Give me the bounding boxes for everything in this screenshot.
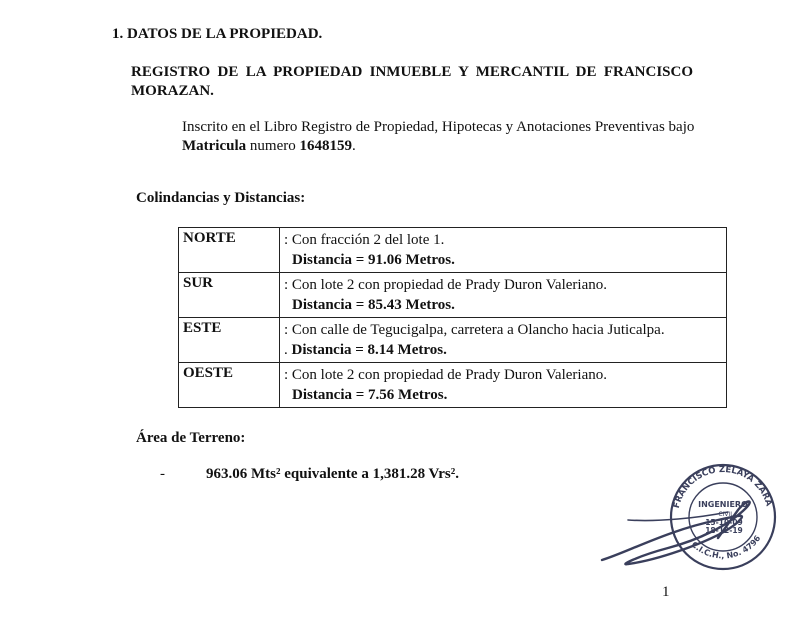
- svg-text:INGENIERO: INGENIERO: [698, 500, 748, 509]
- inscription-text-after: .: [351, 138, 356, 154]
- table-row: [179, 363, 727, 408]
- boundary-text: : Con lote 2 con propiedad de Prady Duron Valeriano.: [284, 367, 607, 383]
- svg-text:18-12-19: 18-12-19: [705, 526, 743, 535]
- direction-west: OESTE: [179, 363, 280, 408]
- boundary-distance: Distancia = 7.56 Metros.: [292, 387, 448, 403]
- boundary-distance: Distancia = 85.43 Metros.: [292, 297, 455, 313]
- boundary-description: [280, 363, 727, 408]
- direction-north: NORTE: [179, 228, 280, 273]
- area-bullet: -: [160, 466, 165, 482]
- inscription-text-before: Inscrito en el Libro Registro de Propiedad, Hipotecas y Anotaciones Preventivas bajo: [182, 119, 695, 135]
- svg-text:FRANCISCO ZELAYA ZARA: FRANCISCO ZELAYA ZARA: [671, 464, 774, 510]
- direction-south: SUR: [179, 273, 280, 318]
- matricula-number: 1648159: [299, 138, 352, 154]
- svg-text:CIVIL: CIVIL: [718, 511, 734, 518]
- table-row: [179, 318, 727, 363]
- boundary-text: : Con lote 2 con propiedad de Prady Duron Valeriano.: [284, 277, 607, 293]
- boundaries-heading: Colindancias y Distancias:: [136, 190, 306, 206]
- table-row: [179, 228, 727, 273]
- svg-text:15-10-09: 15-10-09: [705, 518, 743, 527]
- page-number: 1: [662, 584, 670, 600]
- inscription-paragraph: [182, 118, 702, 156]
- area-value: 963.06 Mts² equivalente a 1,381.28 Vrs².: [206, 466, 460, 482]
- boundary-text: : Con fracción 2 del lote 1.: [284, 232, 445, 248]
- boundary-text: : Con calle de Tegucigalpa, carretera a Olancho hacia Juticalpa.: [284, 322, 665, 338]
- matricula-label: Matricula: [182, 138, 247, 154]
- distance-prefix: .: [284, 342, 292, 358]
- inscription-text-middle: numero: [246, 138, 300, 154]
- distance-value: Distancia = 8.14 Metros.: [291, 342, 447, 358]
- boundary-description: [280, 273, 727, 318]
- registry-title: REGISTRO DE LA PROPIEDAD INMUEBLE Y MERCANTIL DE FRANCISCO MORAZAN.: [131, 64, 693, 99]
- table-row: [179, 273, 727, 318]
- svg-text:C.I.C.H., No. 4796: C.I.C.H., No. 4796: [689, 533, 763, 561]
- direction-east: ESTE: [179, 318, 280, 363]
- boundary-distance: Distancia = 91.06 Metros.: [292, 252, 455, 268]
- area-heading: Área de Terreno:: [136, 430, 246, 446]
- engineer-seal-stamp: [598, 460, 778, 580]
- boundaries-table: [178, 227, 727, 408]
- boundary-distance: [284, 340, 726, 360]
- boundary-description: [280, 318, 727, 363]
- boundary-description: [280, 228, 727, 273]
- section-heading: 1. DATOS DE LA PROPIEDAD.: [112, 26, 323, 42]
